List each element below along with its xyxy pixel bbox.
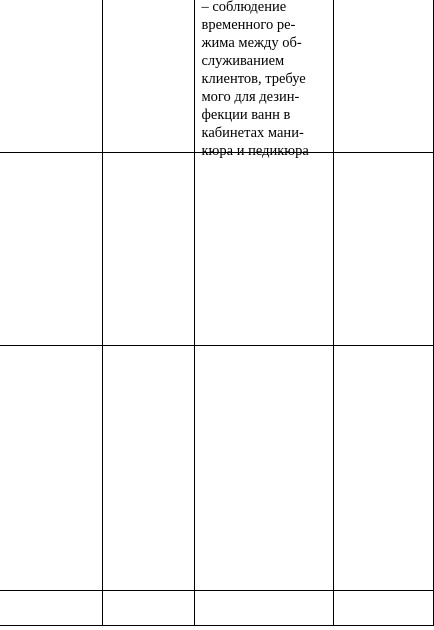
text-line: кабинетах мани- xyxy=(201,125,304,141)
table-cell xyxy=(333,591,433,626)
table-row xyxy=(0,591,433,626)
table-cell xyxy=(194,153,333,346)
table-cell xyxy=(102,153,194,346)
table-cell xyxy=(194,346,333,591)
text-line: жима между об- xyxy=(201,35,302,51)
text-line: мого для дезин- xyxy=(201,89,300,105)
table-row xyxy=(0,346,433,591)
table-cell xyxy=(0,346,102,591)
cell-text xyxy=(202,0,314,160)
text-line: временного ре- xyxy=(201,17,296,33)
text-line: кюра и педикюра xyxy=(201,143,309,159)
table-cell xyxy=(194,591,333,626)
table-cell xyxy=(102,0,194,153)
table-cell xyxy=(0,591,102,626)
table-row xyxy=(0,153,433,346)
table-row xyxy=(0,0,433,153)
table-cell xyxy=(333,346,433,591)
text-line: – соблюдение xyxy=(201,0,287,15)
table-cell xyxy=(102,591,194,626)
text-line: служиванием xyxy=(201,53,285,69)
table-cell xyxy=(194,0,333,159)
cell-content xyxy=(195,0,333,159)
table-cell xyxy=(0,0,102,153)
table-cell xyxy=(333,0,433,153)
table-cell xyxy=(0,153,102,346)
text-line: клиентов, требуе xyxy=(201,71,306,87)
table-cell xyxy=(102,346,194,591)
text-line: фекции ванн в xyxy=(201,107,291,123)
table-cell xyxy=(333,153,433,346)
